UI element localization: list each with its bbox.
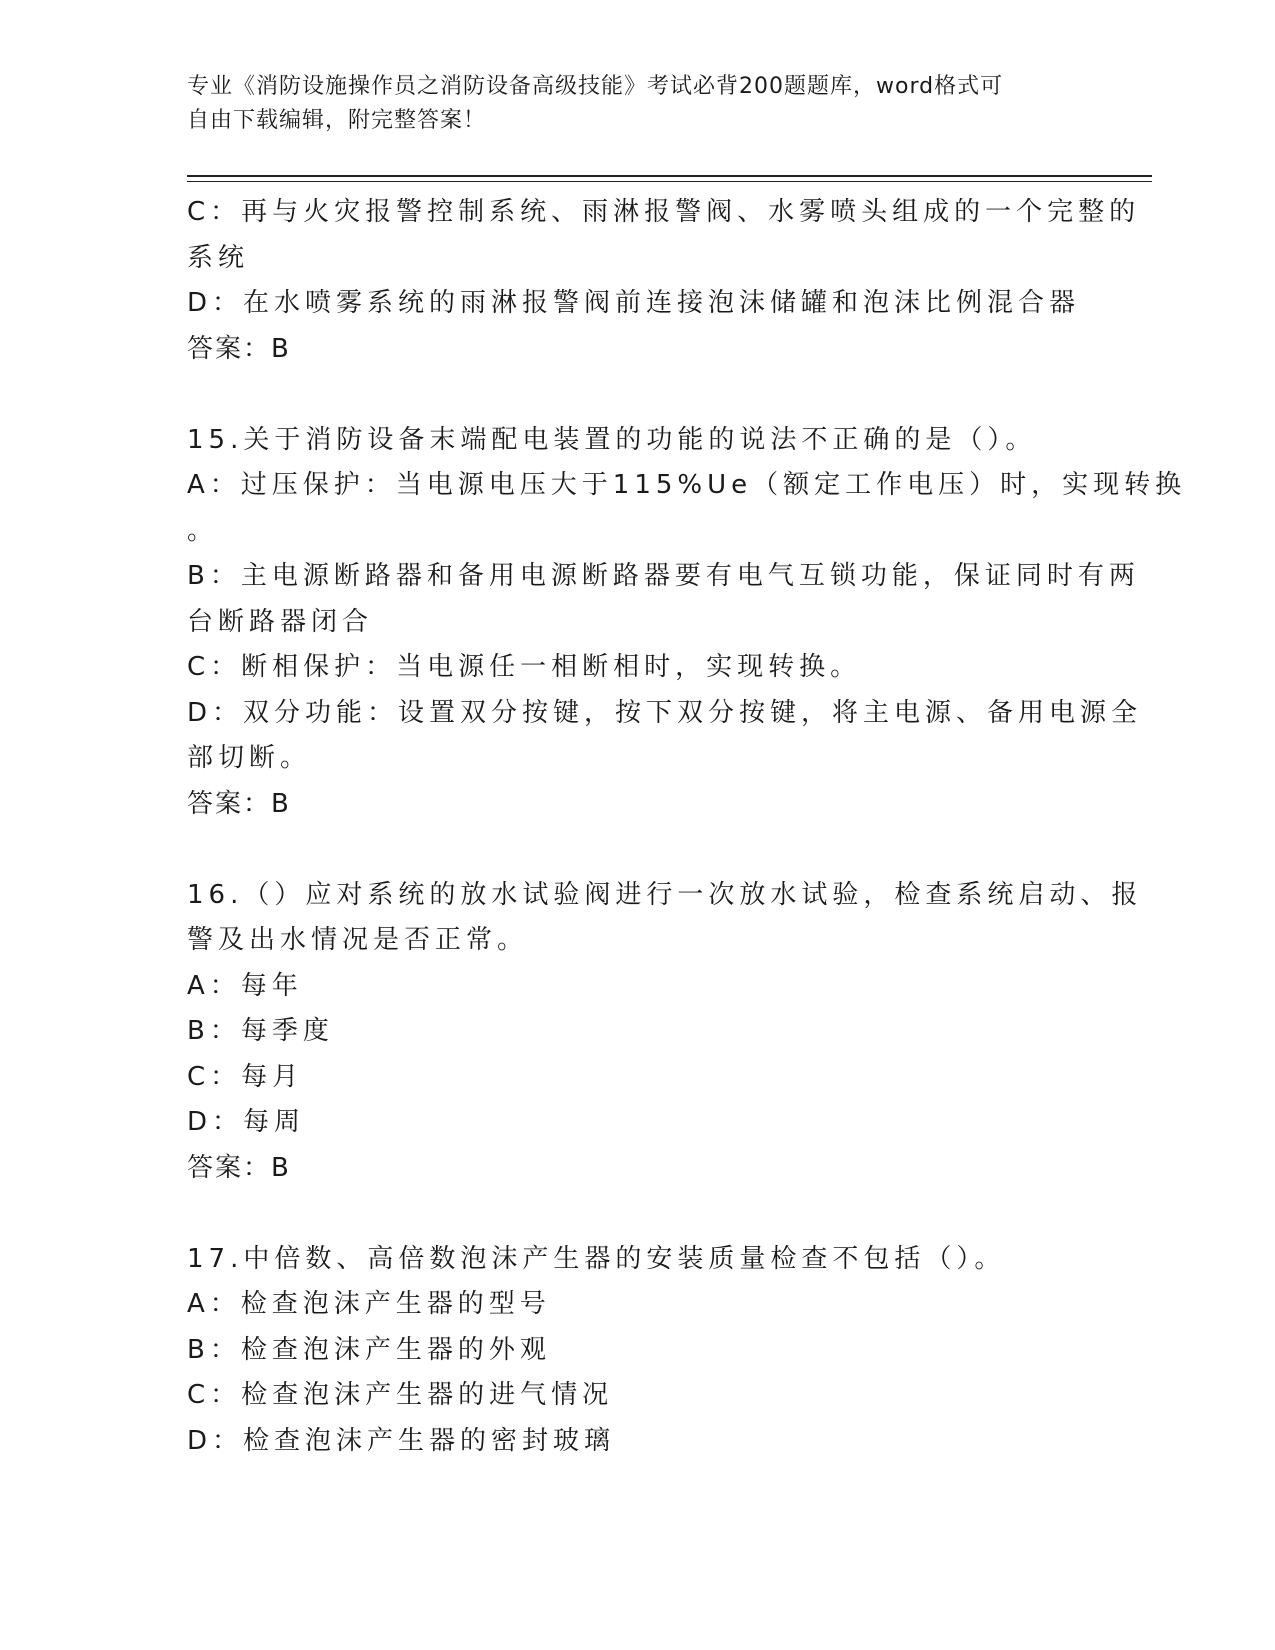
option-c: C：检查泡沫产生器的进气情况 — [187, 1380, 614, 1410]
option-a: A：过压保护：当电源电压大于115%Ue（额定工作电压）时，实现转换 — [187, 470, 1187, 500]
question-stem: 17.中倍数、高倍数泡沫产生器的安装质量检查不包括（）。 — [187, 1243, 1006, 1274]
option-b: B：每季度 — [187, 1016, 334, 1046]
question-16 — [187, 873, 1143, 1192]
option-d-cont: 部切断。 — [187, 743, 312, 773]
option-b-cont: 台断路器闭合 — [187, 606, 374, 637]
spacer — [187, 827, 1087, 873]
option-a-cont: 。 — [187, 515, 219, 546]
answer: 答案：B — [187, 1152, 291, 1183]
header-divider-thick — [187, 175, 1152, 177]
option-d: D：检查泡沫产生器的密封玻璃 — [187, 1425, 616, 1456]
question-list — [187, 190, 1187, 1464]
question-14 — [187, 190, 1141, 372]
answer: 答案：B — [187, 333, 291, 364]
option-d: D：每周 — [187, 1107, 306, 1137]
answer: 答案：B — [187, 788, 291, 819]
option-c: C：每月 — [187, 1061, 304, 1092]
option-c: C：断相保护：当电源任一相断相时，实现转换。 — [187, 652, 862, 682]
option-b: B：主电源断路器和备用电源断路器要有电气互锁功能，保证同时有两 — [187, 561, 1140, 591]
option-c: C：再与火灾报警控制系统、雨淋报警阀、水雾喷头组成的一个完整的 — [187, 197, 1141, 227]
document-header — [187, 70, 1087, 138]
question-15 — [187, 418, 1187, 828]
option-d: D：在水喷雾系统的雨淋报警阀前连接泡沫储罐和泡沫比例混合器 — [187, 288, 1081, 318]
option-c-cont: 系统 — [187, 242, 250, 273]
spacer — [187, 1191, 1087, 1237]
header-title-line-1: 专业《消防设施操作员之消防设备高级技能》考试必背200题题库，word格式可 — [187, 74, 1004, 99]
header-title-line-2: 自由下载编辑，附完整答案！ — [187, 108, 487, 133]
option-a: A：每年 — [187, 970, 303, 1001]
question-stem: 16.（）应对系统的放水试验阀进行一次放水试验，检查系统启动、报 — [187, 879, 1143, 910]
question-stem-cont: 警及出水情况是否正常。 — [187, 925, 529, 955]
question-stem: 15.关于消防设备末端配电装置的功能的说法不正确的是（）。 — [187, 424, 1037, 455]
option-b: B：检查泡沫产生器的外观 — [187, 1334, 551, 1365]
header-divider-thin — [187, 181, 1152, 182]
question-17 — [187, 1237, 1087, 1465]
spacer — [187, 372, 1087, 418]
option-d: D：双分功能：设置双分按键，按下双分按键，将主电源、备用电源全 — [187, 697, 1143, 728]
option-a: A：检查泡沫产生器的型号 — [187, 1289, 551, 1319]
